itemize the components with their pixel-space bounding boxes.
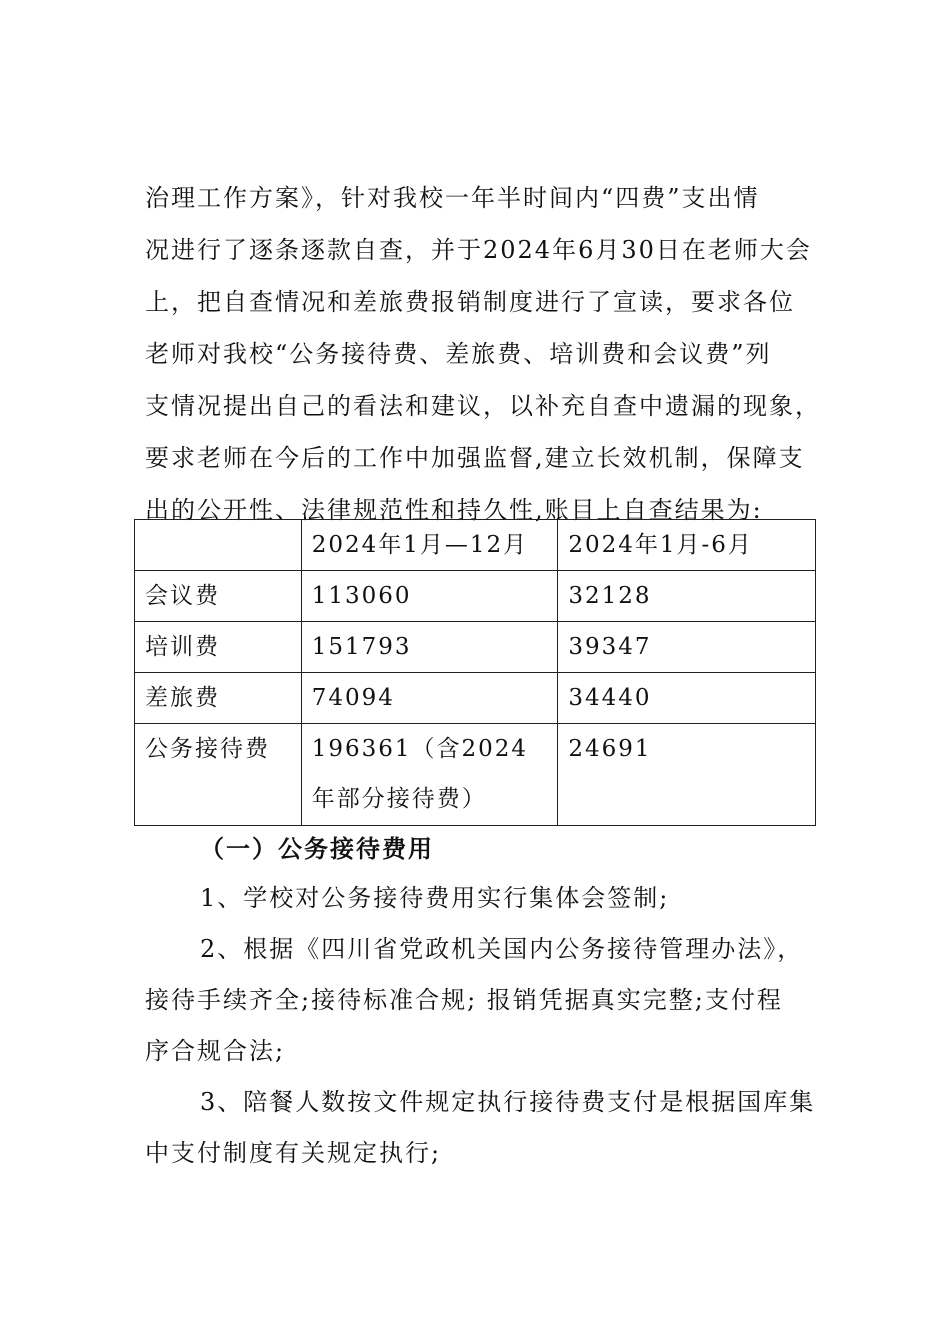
header-cell-item [135,520,302,571]
intro-line: 上，把自查情况和差旅费报销制度进行了宣读，要求各位 [145,288,795,316]
table-row [135,622,816,673]
header-cell-full-year: 2024年1月—12月 [301,520,558,571]
row-half-year-cell: 34440 [558,673,816,724]
intro-line: 况进行了逐条逐款自查，并于2024年6月30日在老师大会 [145,236,812,264]
body-line: 接待手续齐全;接待标准合规; 报销凭据真实完整;支付程 [145,986,783,1014]
intro-line: 治理工作方案》，针对我校一年半时间内“四费”支出情 [145,184,760,212]
intro-paragraph [145,172,821,536]
intro-line: 要求老师在今后的工作中加强监督,建立长效机制，保障支 [145,444,805,472]
intro-line: 老师对我校“公务接待费、差旅费、培训费和会议费”列 [145,340,772,368]
header-cell-half-year: 2024年1月-6月 [558,520,816,571]
row-item-cell: 会议费 [135,571,302,622]
row-full-year-cell: 113060 [301,571,558,622]
table-row [135,673,816,724]
section-heading: （一）公务接待费用 [200,835,434,863]
row-half-year-cell: 24691 [558,724,816,826]
row-full-year-cell: 74094 [301,673,558,724]
row-item-cell: 公务接待费 [135,724,302,826]
expense-table [134,519,816,826]
body-line: 2、根据《四川省党政机关国内公务接待管理办法》， [200,935,804,963]
row-full-year-cell: 196361（含2024年部分接待费） [301,724,558,826]
body-line: 中支付制度有关规定执行; [145,1139,442,1167]
row-half-year-cell: 39347 [558,622,816,673]
table-header-row [135,520,816,571]
table-row [135,571,816,622]
row-half-year-cell: 32128 [558,571,816,622]
row-item-cell: 差旅费 [135,673,302,724]
section-body [145,873,816,1179]
table-row [135,724,816,826]
body-line: 序合规合法; [145,1037,286,1065]
body-line: 1、学校对公务接待费用实行集体会签制; [200,884,670,912]
row-item-cell: 培训费 [135,622,302,673]
intro-line: 出的公开性、法律规范性和持久性,账目上自查结果为: [145,496,763,524]
intro-line: 支情况提出自己的看法和建议，以补充自查中遗漏的现象， [145,392,821,420]
body-line: 3、陪餐人数按文件规定执行接待费支付是根据国库集 [200,1088,816,1116]
row-full-year-cell: 151793 [301,622,558,673]
